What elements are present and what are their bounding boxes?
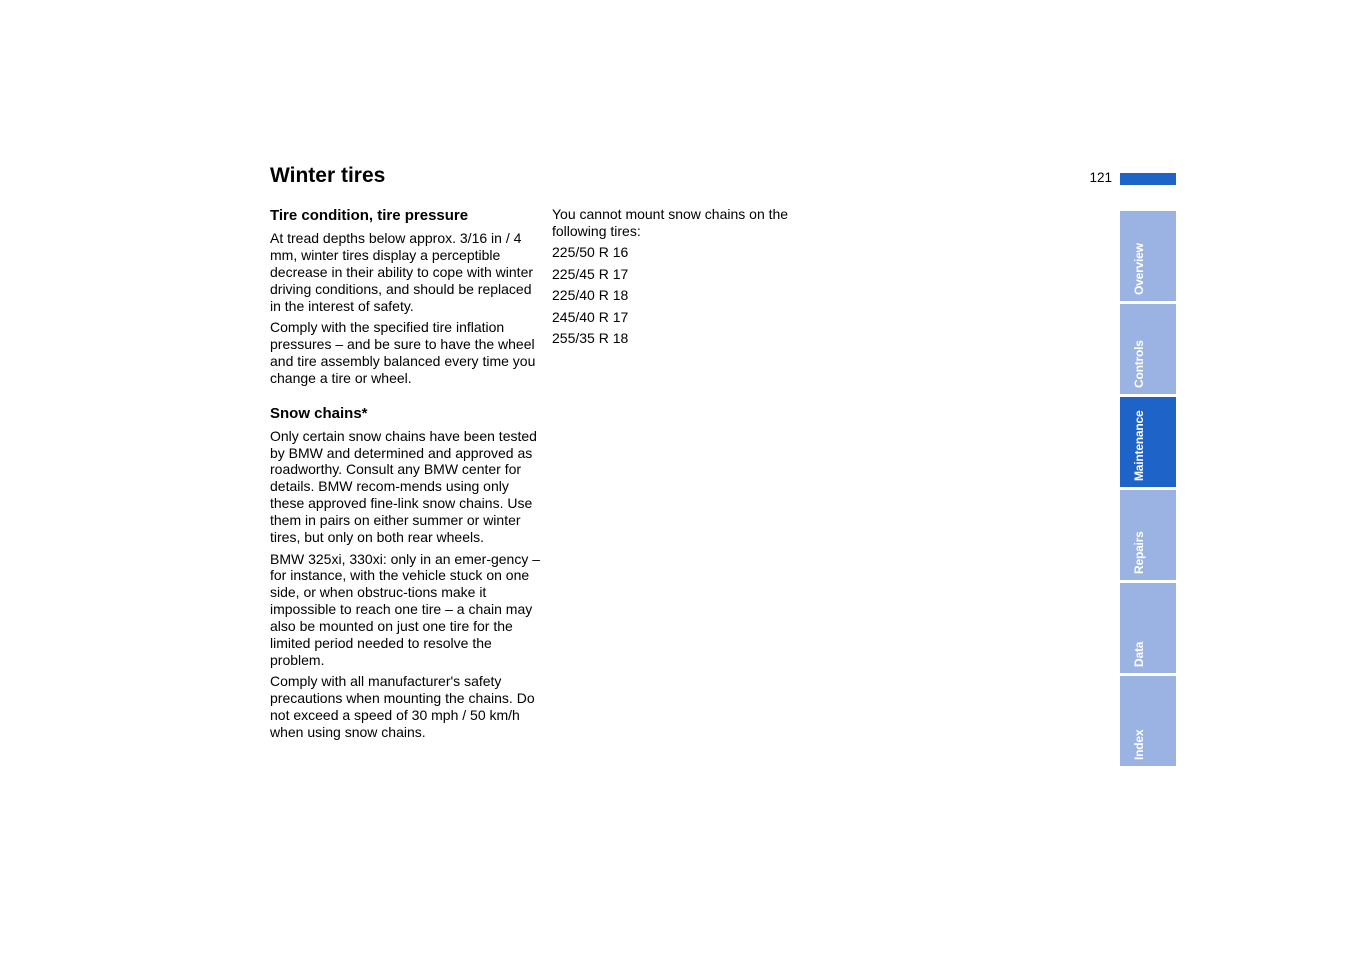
tab-label: Overview — [1132, 243, 1146, 295]
snow-chains-paragraph-2: BMW 325xi, 330xi: only in an emer-gency – for instance, with the vehicle stuck on one side, or when obstruc-tions make it impossible to reach one tire – a chain may also be mounted on just one tire for the limited period needed to resolve the problem. — [270, 550, 541, 668]
tire-condition-paragraph-1: At tread depths below approx. 3/16 in / 4 mm, winter tires display a perceptible decrease in their ability to cope with winter driving conditions, and should be replaced in the interest of safety. — [270, 230, 534, 314]
tire-condition-paragraph-2: Comply with the specified tire inflation pressures – and be sure to have the wheel and tire assembly balanced every time you change a tire or wheel. — [270, 319, 536, 386]
tab-label: Index — [1132, 729, 1146, 760]
tire-list-intro: You cannot mount snow chains on the following tires: — [552, 206, 789, 239]
tab-label: Data — [1132, 641, 1146, 667]
tire-size-item: 225/40 R 18 — [552, 287, 629, 304]
tab-overview[interactable] — [1120, 211, 1176, 301]
tab-label: Maintenance — [1132, 410, 1146, 481]
tab-repairs[interactable] — [1120, 490, 1176, 580]
tire-size-item: 225/50 R 16 — [552, 244, 629, 261]
tab-index[interactable] — [1120, 676, 1176, 766]
tire-size-item: 225/45 R 17 — [552, 265, 629, 282]
tire-size-list — [552, 244, 832, 347]
page-marker-bar — [1120, 173, 1176, 185]
tab-controls[interactable] — [1120, 304, 1176, 394]
tab-label: Repairs — [1132, 531, 1146, 574]
page-number: 121 — [1089, 170, 1112, 185]
tire-size-item: 245/40 R 17 — [552, 308, 629, 325]
left-column — [270, 206, 542, 745]
tire-size-item: 255/35 R 18 — [552, 330, 629, 347]
snow-chains-paragraph-1: Only certain snow chains have been tested by BMW and determined and approved as roadworthy. Consult any BMW center for details. BMW recom-mends using only these approved fine-link snow chains. Use them in pairs on either summer or winter tires, but only on both rear wheels. — [270, 427, 537, 546]
snow-chains-paragraph-3: Comply with all manufacturer's safety precautions when mounting the chains. Do not exceed a speed of 30 mph / 50 km/h when using snow chains. — [270, 673, 535, 741]
section-heading-snow-chains: Snow chains* — [270, 404, 368, 422]
section-heading-tire-condition: Tire condition, tire pressure — [270, 207, 469, 224]
chapter-sidebar — [1120, 211, 1176, 769]
right-column — [552, 206, 832, 352]
tab-label: Controls — [1132, 340, 1146, 388]
tab-data[interactable] — [1120, 583, 1176, 673]
tab-maintenance[interactable] — [1120, 397, 1176, 487]
page-title: Winter tires — [270, 164, 386, 187]
